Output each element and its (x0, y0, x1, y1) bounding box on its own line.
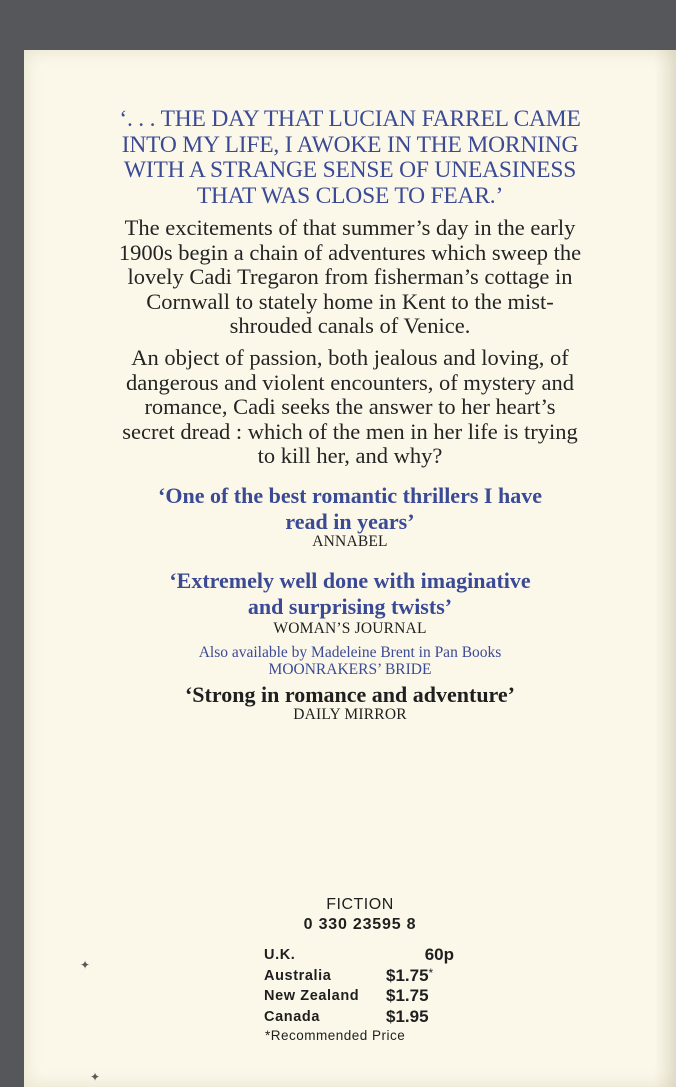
price-row (264, 945, 464, 966)
price-amount: 60p (424, 945, 454, 964)
quote-line: ‘. . . THE DAY THAT LUCIAN FARREL CAME (119, 106, 581, 132)
opening-quote (24, 107, 676, 209)
price-footnote: *Recommended Price (265, 1028, 406, 1043)
review-womans-journal (24, 568, 676, 620)
isbn: 0 330 23595 8 (303, 916, 417, 933)
quote-line: INTO MY LIFE, I AWOKE IN THE MORNING (121, 131, 579, 158)
blurb-paragraph-2 (24, 346, 676, 469)
price-region: Canada (264, 1008, 320, 1025)
blurb-line: to kill her, and why? (257, 443, 443, 468)
price-region: New Zealand (264, 988, 360, 1004)
genre-label: FICTION (326, 896, 394, 913)
also-available-title: MOONRAKERS’ BRIDE (268, 661, 432, 678)
blurb-line: secret dread : which of the men in her life is trying (122, 418, 578, 444)
review-source: WOMAN’S JOURNAL (273, 620, 427, 637)
price-row (264, 1007, 464, 1028)
blurb-line: dangerous and violent encounters, of mystery and (125, 369, 574, 395)
price-region: U.K. (264, 947, 296, 963)
book-back-cover (24, 50, 676, 1087)
price-row (264, 986, 464, 1007)
blurb-line: An object of passion, both jealous and loving, of (131, 345, 569, 370)
review-source: ANNABEL (312, 533, 388, 550)
review-line: read in years’ (285, 509, 415, 534)
review-line: ‘One of the best romantic thrillers I have (158, 483, 542, 508)
price-table (264, 945, 464, 1027)
blurb-line: romance, Cadi seeks the answer to her heart’s (144, 394, 556, 419)
price-amount: $1.75* (386, 965, 434, 985)
also-available-line: Also available by Madeleine Brent in Pan Books (198, 644, 502, 661)
smudge-mark: ✦ (80, 958, 91, 972)
asterisk: * (428, 965, 434, 980)
quote-line: WITH A STRANGE SENSE OF UNEASINESS (123, 157, 577, 183)
price-amount: $1.75 (386, 986, 429, 1005)
review-source: DAILY MIRROR (293, 706, 407, 723)
review-annabel (24, 483, 676, 535)
review-line: ‘Extremely well done with imaginative (169, 568, 531, 593)
price-amount: $1.95 (386, 1006, 429, 1026)
blurb-line: shrouded canals of Venice. (229, 313, 471, 338)
blurb-line: Cornwall to stately home in Kent to the mist- (146, 288, 554, 314)
blurb-line: 1900s begin a chain of adventures which sweep the (118, 239, 582, 265)
blurb-line: The excitements of that summer’s day in the early (124, 215, 576, 240)
blurb-line: lovely Cadi Tregaron from fisherman’s cottage in (127, 264, 573, 289)
blurb-paragraph-1 (24, 216, 676, 339)
smudge-mark: ✦ (90, 1070, 101, 1084)
price-row (264, 966, 464, 987)
review-line: and surprising twists’ (247, 594, 453, 619)
review-line: ‘Strong in romance and adventure’ (184, 682, 516, 707)
also-available (24, 644, 676, 678)
review-daily-mirror (24, 682, 676, 708)
quote-line: THAT WAS CLOSE TO FEAR.’ (196, 182, 504, 209)
price-region: Australia (264, 967, 332, 984)
